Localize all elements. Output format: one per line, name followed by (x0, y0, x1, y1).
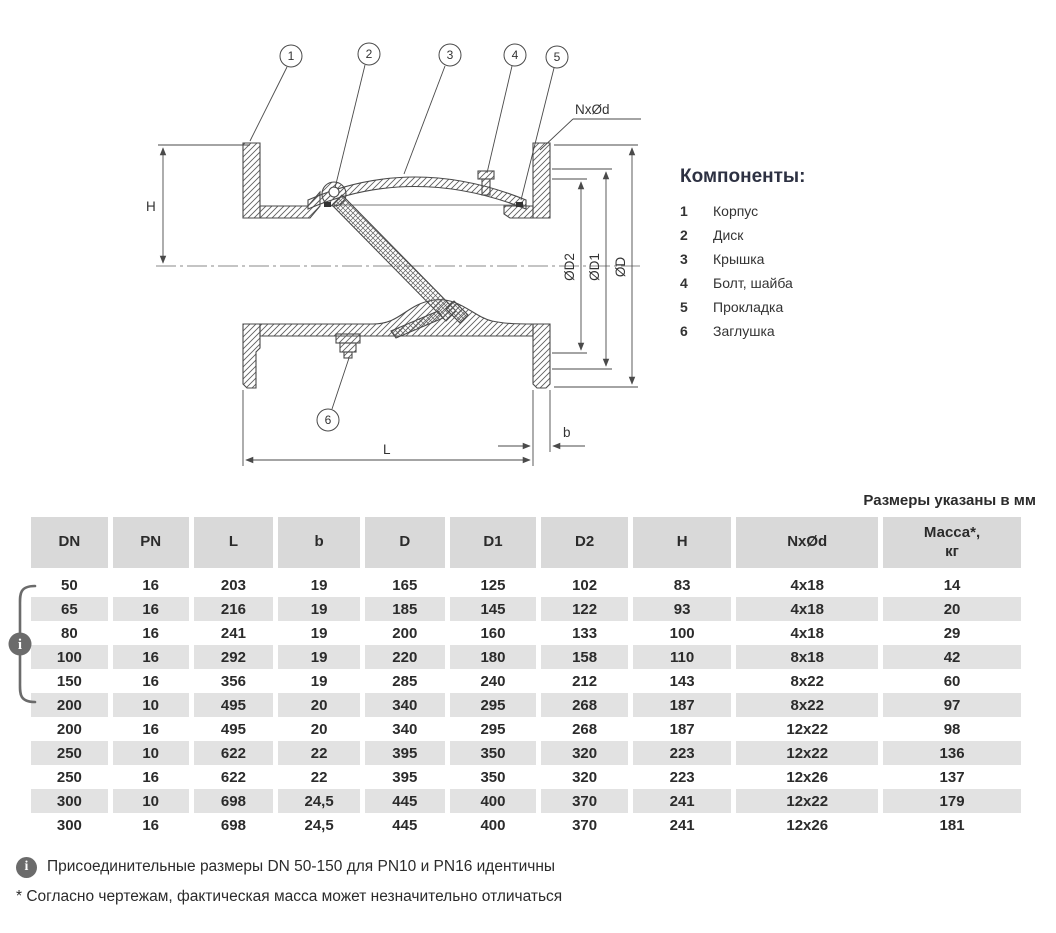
drain-boss (336, 334, 360, 343)
table-cell: 125 (480, 576, 506, 594)
table-cell: 19 (310, 624, 328, 642)
table-cell: 20 (310, 720, 328, 738)
table-cell: 622 (220, 768, 246, 786)
dim-D-label: ØD (613, 256, 628, 278)
component-item (680, 323, 980, 347)
table-cell: 268 (572, 720, 598, 738)
table-cell: 137 (939, 768, 965, 786)
cover-bolt-head (478, 171, 494, 179)
table-row (31, 621, 1021, 645)
component-item (680, 251, 980, 275)
callout-6-leader (332, 358, 349, 409)
table-cell: 12x26 (786, 768, 829, 786)
dimensions-table (26, 517, 1026, 837)
table-cell: 12x26 (786, 816, 829, 834)
callout-6-number: 6 (324, 413, 332, 427)
table-cell: 22 (310, 768, 328, 786)
component-number: 2 (680, 227, 688, 243)
table-cell: 16 (142, 624, 159, 642)
table-cell: 97 (883, 693, 1021, 717)
component-name: Заглушка (713, 323, 775, 339)
table-cell: 295 (480, 720, 506, 738)
left-flange-bottom (243, 324, 260, 388)
table-cell: 285 (392, 672, 418, 690)
hinge-pin (329, 187, 339, 197)
table-cell: 241 (669, 816, 695, 834)
asterisk-note-text: * Согласно чертежам, фактическая масса может незначительно отличаться (16, 888, 563, 905)
table-cell: 240 (480, 672, 506, 690)
cover-bolt-shaft (482, 179, 490, 195)
table-cell: 19 (310, 672, 328, 690)
col-header-d2: D2 (541, 517, 628, 573)
table-cell: 698 (194, 789, 274, 813)
components-list (680, 203, 980, 347)
col-header-h: H (633, 517, 731, 573)
table-cell: 400 (480, 816, 506, 834)
table-cell: 136 (883, 741, 1021, 765)
component-item (680, 227, 980, 251)
component-item (680, 203, 980, 227)
asterisk-note-line (16, 883, 916, 911)
table-cell: 133 (572, 624, 598, 642)
table-cell: 24,5 (304, 816, 334, 834)
table-cell: 93 (633, 597, 731, 621)
table-cell: 241 (220, 624, 246, 642)
table-cell: 180 (450, 645, 537, 669)
table-cell: 395 (365, 741, 445, 765)
callout-2-number: 2 (365, 47, 373, 61)
callout-4-leader (487, 66, 512, 173)
table-cell: 20 (883, 597, 1021, 621)
table-row (31, 813, 1021, 837)
table-cell: 4x18 (790, 576, 824, 594)
table-row (31, 741, 1021, 765)
col-header-dn: DN (31, 517, 108, 573)
table-cell: 16 (113, 597, 189, 621)
table-cell: 320 (572, 768, 598, 786)
table-cell: 268 (541, 693, 628, 717)
table-cell: 10 (113, 789, 189, 813)
table-cell: 150 (56, 672, 82, 690)
table-row (31, 693, 1021, 717)
table-cell: 16 (142, 816, 159, 834)
table-row (31, 669, 1021, 693)
info-icon-glyph: i (17, 637, 23, 653)
table-cell: 340 (392, 720, 418, 738)
table-cell: 65 (31, 597, 108, 621)
table-cell: 19 (310, 576, 328, 594)
table-cell: 495 (194, 693, 274, 717)
col-header-l: L (194, 517, 274, 573)
table-row (31, 789, 1021, 813)
table-cell: 320 (541, 741, 628, 765)
table-cell: 10 (113, 693, 189, 717)
component-number: 6 (680, 323, 688, 339)
table-cell: 241 (633, 789, 731, 813)
valve-cross-section-svg (138, 28, 672, 488)
table-cell: 187 (669, 720, 695, 738)
table-cell: 12x22 (736, 741, 878, 765)
table-cell: 16 (142, 576, 159, 594)
dim-NxOd-label: NxØd (575, 102, 610, 117)
table-cell: 181 (939, 816, 965, 834)
table-body (31, 573, 1021, 837)
col-header-mass (883, 517, 1021, 573)
col-header-b: b (278, 517, 360, 573)
table-cell: 16 (142, 720, 159, 738)
table-row (31, 597, 1021, 621)
components-panel (680, 166, 980, 347)
units-note: Размеры указаны в мм (863, 492, 1036, 509)
table-cell: 60 (943, 672, 961, 690)
table-cell: 4x18 (790, 624, 824, 642)
dn-group-bracket (2, 582, 40, 706)
table-cell: 16 (142, 768, 159, 786)
table-cell: 185 (365, 597, 445, 621)
component-name: Прокладка (713, 299, 784, 315)
table-cell: 350 (480, 768, 506, 786)
dim-D1-label: ØD1 (587, 253, 602, 281)
callout-5-number: 5 (553, 50, 561, 64)
table-cell: 22 (278, 741, 360, 765)
table-cell: 187 (633, 693, 731, 717)
table-cell: 4x18 (736, 597, 878, 621)
dim-H-label: H (146, 199, 156, 214)
component-number: 4 (680, 275, 688, 291)
gasket-right (516, 202, 523, 207)
table-cell: 24,5 (278, 789, 360, 813)
table-cell: 110 (633, 645, 731, 669)
component-name: Болт, шайба (713, 275, 793, 291)
table-cell: 300 (31, 789, 108, 813)
right-flange-top (533, 143, 550, 218)
component-number: 3 (680, 251, 688, 267)
disc (332, 195, 456, 321)
component-item (680, 275, 980, 299)
table-cell: 122 (541, 597, 628, 621)
table-cell: 250 (56, 768, 82, 786)
table-cell: 160 (480, 624, 506, 642)
table-cell: 83 (673, 576, 691, 594)
drain-plug-tip (344, 352, 352, 358)
footer-notes (16, 853, 916, 911)
table-cell: 370 (572, 816, 598, 834)
table-cell: 295 (450, 693, 537, 717)
table-cell: 203 (220, 576, 246, 594)
table-cell: 350 (450, 741, 537, 765)
callout-1-leader (250, 67, 287, 141)
table-cell: 223 (669, 768, 695, 786)
table-cell: 300 (56, 816, 82, 834)
components-title: Компоненты: (680, 166, 806, 187)
col-header-mass-line1: Масса*, (923, 523, 981, 541)
table-cell: 370 (541, 789, 628, 813)
table-cell: 16 (113, 645, 189, 669)
table-cell: 50 (61, 576, 78, 594)
table-cell: 8x22 (736, 693, 878, 717)
table-cell: 143 (669, 672, 695, 690)
table-cell: 19 (278, 645, 360, 669)
table-cell: 250 (31, 741, 108, 765)
table-row (31, 645, 1021, 669)
table-cell: 400 (450, 789, 537, 813)
table-cell: 29 (943, 624, 961, 642)
table-cell: 216 (194, 597, 274, 621)
table-cell: 16 (142, 672, 159, 690)
table-cell: 179 (883, 789, 1021, 813)
table-cell: 42 (883, 645, 1021, 669)
info-icon: i (16, 857, 37, 878)
table-cell: 100 (669, 624, 695, 642)
body-top-wall-right (504, 206, 533, 218)
info-note-text: Присоединительные размеры DN 50-150 для PN10 и PN16 идентичны (47, 858, 556, 875)
left-flange-top (243, 143, 260, 218)
table-cell: 145 (450, 597, 537, 621)
table-cell: 14 (943, 576, 961, 594)
table-row (31, 717, 1021, 741)
callout-4-number: 4 (511, 48, 519, 62)
table-cell: 8x22 (790, 672, 824, 690)
component-number: 1 (680, 203, 688, 219)
dn-group-bracket-svg (2, 582, 40, 706)
table-cell: 200 (56, 720, 82, 738)
table-cell: 200 (31, 693, 108, 717)
col-header-d: D (365, 517, 445, 573)
callout-2-leader (335, 65, 365, 188)
table-header-row (31, 517, 1021, 573)
table-cell: 80 (61, 624, 78, 642)
table-cell: 200 (392, 624, 418, 642)
right-flange-bottom (533, 324, 550, 388)
callout-3-number: 3 (446, 48, 454, 62)
table-cell: 622 (194, 741, 274, 765)
gasket-left (324, 202, 331, 207)
dimensions-table-wrap (26, 517, 1026, 837)
table-cell: 12x22 (786, 720, 829, 738)
component-name: Крышка (713, 251, 765, 267)
info-note-line (16, 853, 916, 881)
drain-plug (340, 343, 356, 352)
table-cell: 223 (633, 741, 731, 765)
dim-b-label: b (563, 425, 571, 440)
col-header-nxod: NxØd (736, 517, 878, 573)
table-cell: 340 (365, 693, 445, 717)
table-cell: 445 (365, 789, 445, 813)
table-cell: 19 (278, 597, 360, 621)
col-header-mass-line2: кг (945, 542, 959, 560)
table-cell: 20 (278, 693, 360, 717)
table-cell: 395 (392, 768, 418, 786)
table-cell: 356 (220, 672, 246, 690)
table-cell: 165 (392, 576, 418, 594)
table-cell: 220 (365, 645, 445, 669)
table-cell: 98 (943, 720, 961, 738)
table-cell: 698 (220, 816, 246, 834)
table-cell: 445 (392, 816, 418, 834)
col-header-d1: D1 (450, 517, 537, 573)
table-cell: 495 (220, 720, 246, 738)
component-name: Диск (713, 227, 744, 243)
component-number: 5 (680, 299, 688, 315)
table-cell: 100 (31, 645, 108, 669)
table-cell: 102 (572, 576, 598, 594)
callout-1-number: 1 (287, 49, 295, 63)
dim-L-label: L (383, 442, 391, 457)
table-cell: 158 (541, 645, 628, 669)
table-cell: 12x22 (736, 789, 878, 813)
table-row (31, 765, 1021, 789)
component-name: Корпус (713, 203, 759, 219)
component-item (680, 299, 980, 323)
table-cell: 10 (113, 741, 189, 765)
valve-technical-drawing (138, 28, 672, 488)
table-cell: 8x18 (736, 645, 878, 669)
callout-3-leader (404, 66, 445, 174)
table-cell: 292 (194, 645, 274, 669)
col-header-pn: PN (113, 517, 189, 573)
table-row (31, 573, 1021, 597)
dim-D2-label: ØD2 (562, 253, 577, 281)
table-cell: 212 (572, 672, 598, 690)
